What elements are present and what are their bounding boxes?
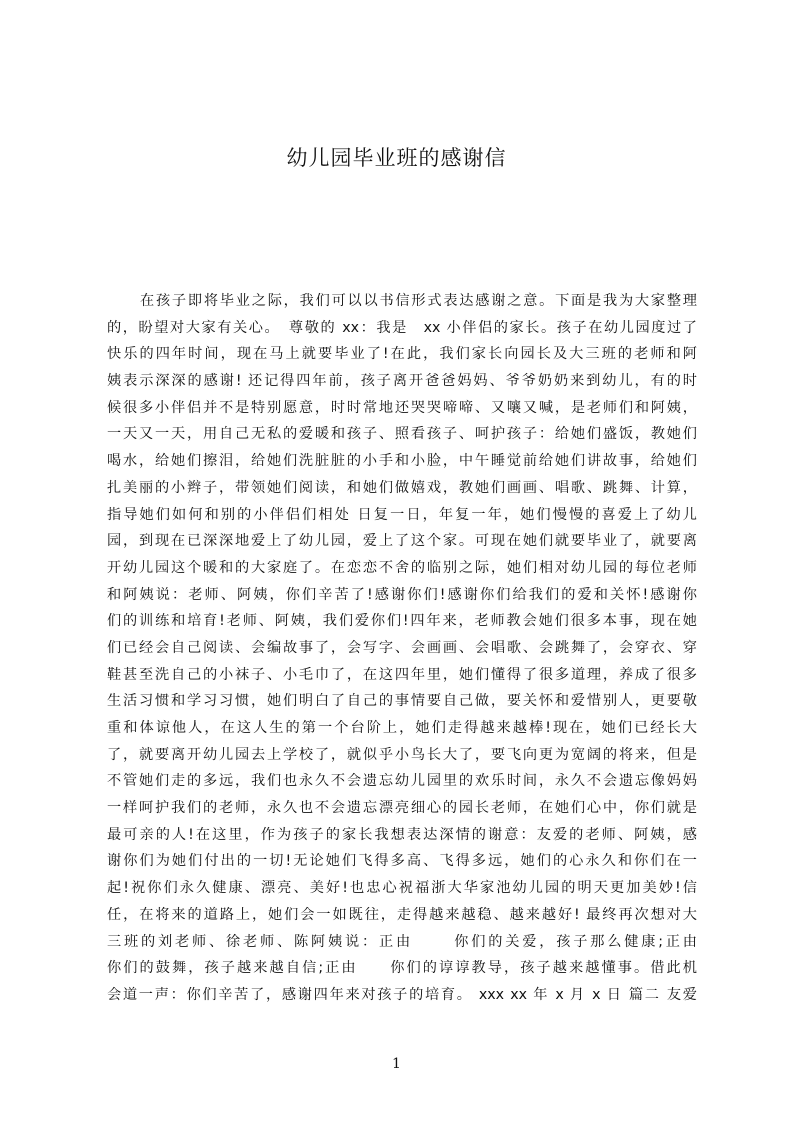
body-line: 一天又一天，用自己无私的爱暖和孩子、照看孩子、呵护孩子：给她们盛饭，教她们 [107,426,697,443]
body-line: 开幼儿园这个暖和的大家庭了。在恋恋不舍的临别之际，她们相对幼儿园的每位老师 [107,559,697,576]
body-line: 你们的鼓舞，孩子越来越自信;正由 你们的谆谆教导，孩子越来越懂事。借此机 [107,960,697,977]
body-line: 鞋甚至洗自己的小袜子、小毛巾了，在这四年里，她们懂得了很多道理，养成了很多 [107,666,697,683]
body-line: 快乐的四年时间，现在马上就要毕业了!在此，我们家长向园长及大三班的老师和阿 [107,346,697,363]
body-line: 起!祝你们永久健康、漂亮、美好!也忠心祝福浙大华家池幼儿园的明天更加美妙!信 [107,880,697,897]
body-line: 们已经会自己阅读、会编故事了，会写字、会画画、会唱歌、会跳舞了，会穿衣、穿 [107,639,697,656]
body-line: 候很多小伴侣并不是特别愿意，时时常地还哭哭啼啼、又嚷又喊，是老师们和阿姨， [107,399,697,416]
body-line: 们的训练和培育!老师、阿姨，我们爱你们!四年来，老师教会她们很多本事，现在她 [107,613,697,630]
body-line: 会道一声：你们辛苦了，感谢四年来对孩子的培育。 xxx xx 年 x 月 x 日 篇二 友爱 [107,986,697,1003]
body-line: 姨表示深深的感谢! 还记得四年前，孩子离开爸爸妈妈、爷爷奶奶来到幼儿，有的时 [107,373,697,390]
body-line: 和阿姨说：老师、阿姨，你们辛苦了!感谢你们!感谢你们给我们的爱和关怀!感谢你 [107,586,697,603]
body-line: 一样呵护我们的老师，永久也不会遗忘漂亮细心的园长老师，在她们心中，你们就是 [107,800,697,817]
body-line: 在孩子即将毕业之际，我们可以以书信形式表达感谢之意。下面是我为大家整理 [140,293,697,309]
body-line: 生活习惯和学习习惯，她们明白了自己的事情要自己做，要关怀和爱惜别人，更要敬 [107,693,697,710]
body-line: 不管她们走的多远，我们也永久不会遗忘幼儿园里的欢乐时间，永久不会遗忘像妈妈 [107,773,697,790]
document-title: 幼儿园毕业班的感谢信 [286,146,507,170]
body-line: 重和体谅他人，在这人生的第一个台阶上，她们走得越来越棒!现在，她们已经长大 [107,720,697,736]
body-line: 了，就要离开幼儿园去上学校了，就似乎小鸟长大了，要飞向更为宽阔的将来，但是 [107,746,697,763]
body-line: 扎美丽的小辫子，带领她们阅读，和她们做嬉戏，教她们画画、唱歌、跳舞、计算， [107,479,697,496]
body-line: 园，到现在已深深地爱上了幼儿园，爱上了这个家。可现在她们就要毕业了，就要离 [107,533,697,550]
body-line: 指导她们如何和别的小伴侣们相处 日复一日，年复一年，她们慢慢的喜爱上了幼儿 [107,506,697,523]
body-line: 任，在将来的道路上，她们会一如既往，走得越来越稳、越来越好! 最终再次想对大 [107,906,697,923]
body-line: 最可亲的人!在这里，作为孩子的家长我想表达深情的谢意：友爱的老师、阿姨，感 [107,826,697,843]
body-line: 三班的刘老师、徐老师、陈阿姨说：正由 你们的关爱，孩子那么健康;正由 [107,933,697,950]
page-number: 1 [392,1056,401,1072]
body-line: 谢你们为她们付出的一切!无论她们飞得多高、飞得多远，她们的心永久和你们在一 [107,853,697,870]
body-line: 喝水，给她们擦泪，给她们洗脏脏的小手和小脸，中午睡觉前给她们讲故事，给她们 [107,453,697,470]
document-body [107,288,697,1009]
body-line: 的，盼望对大家有关心。 尊敬的 xx：我是 xx 小伴侣的家长。孩子在幼儿园度过了 [107,319,697,336]
